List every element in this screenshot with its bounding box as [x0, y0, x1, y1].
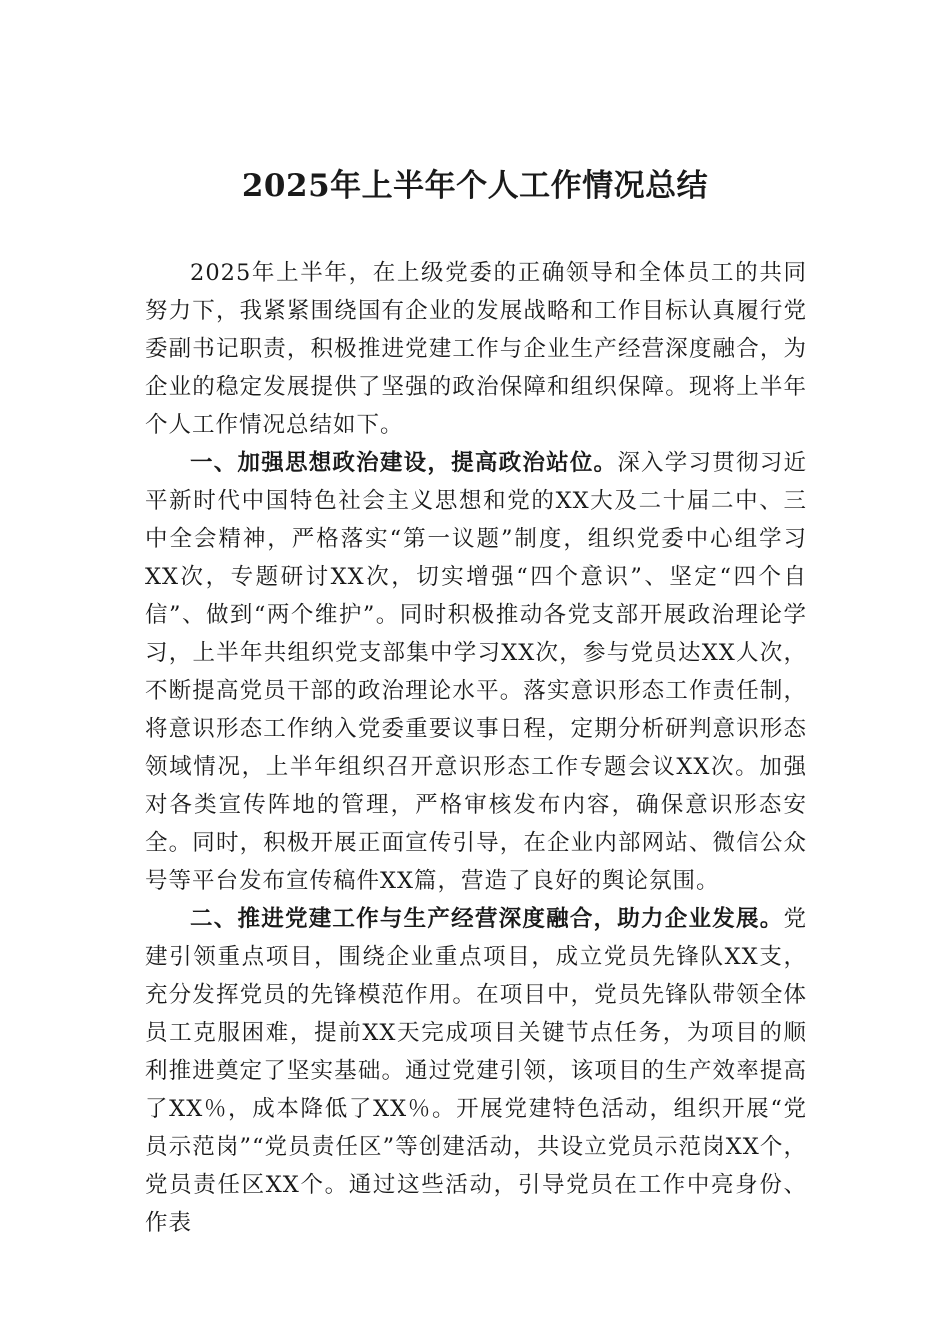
paragraph-text: 深入学习贯彻习近平新时代中国特色社会主义思想和党的XX大及二十届二中、三中全会精神，严格落实“第一议题”制度，组织党委中心组学习XX次，专题研讨XX次，切实增强“四个意识”、坚定“四个自信”、做到“两个维护”。同时积极推动各党支部开展政治理论学习，上半年共组织党支部集中学习XX次，参与党员达XX人次，不断提高党员干部的政治理论水平。落实意识形态工作责任制，将意识形态工作纳入党委重要议事日程，定期分析研判意识形态领域情况，上半年组织召开意识形态工作专题会议XX次。加强对各类宣传阵地的管理，严格审核发布内容，确保意识形态安全。同时，积极开展正面宣传引导，在企业内部网站、微信公众号等平台发布宣传稿件XX篇，营造了良好的舆论氛围。	[145, 450, 807, 894]
document-title: 2025年上半年个人工作情况总结	[241, 168, 709, 204]
paragraph-text: 2025年上半年，在上级党委的正确领导和全体员工的共同努力下，我紧紧围绕国有企业的发展战略和工作目标认真履行党委副书记职责，积极推进党建工作与企业生产经营深度融合，为企业的稳定发展提供了坚强的政治保障和组织保障。现将上半年个人工作情况总结如下。	[145, 260, 807, 438]
section-heading: 二、推进党建工作与生产经营深度融合，助力企业发展。	[190, 906, 784, 932]
section-heading: 一、加强思想政治建设，提高政治站位。	[190, 450, 618, 476]
paragraph-section-1	[145, 444, 807, 900]
document-body	[145, 254, 807, 1242]
paragraph-intro	[145, 254, 807, 444]
paragraph-text: 党建引领重点项目，围绕企业重点项目，成立党员先锋队XX支，充分发挥党员的先锋模范作用。在项目中，党员先锋队带领全体员工克服困难，提前XX天完成项目关键节点任务，为项目的顺利推进奠定了坚实基础。通过党建引领，该项目的生产效率提高了XX％，成本降低了XX％。开展党建特色活动，组织开展“党员示范岗”“党员责任区”等创建活动，共设立党员示范岗XX个，党员责任区XX个。通过这些活动，引导党员在工作中亮身份、作表	[145, 906, 807, 1236]
paragraph-section-2	[145, 900, 807, 1242]
